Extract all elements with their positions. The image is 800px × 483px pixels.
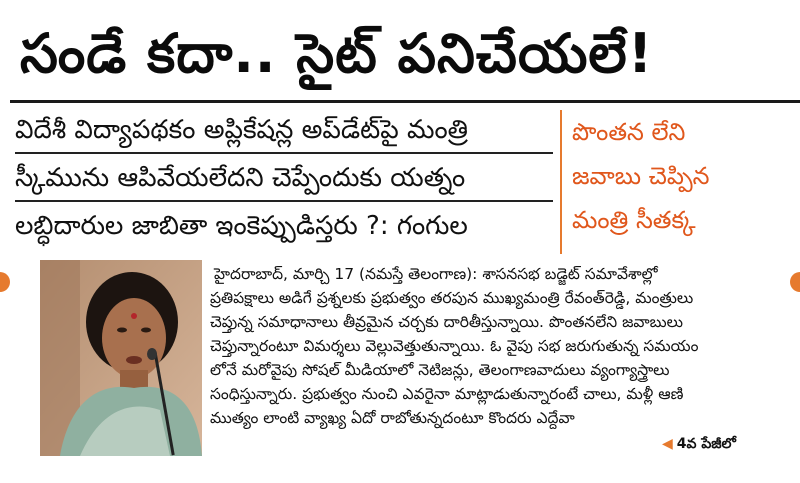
article-line: లోనే మరోవైపు సోషల్ మీడియాలో నెటిజన్లు, తెలంగాణవాదులు వ్యంగ్యాస్త్రాలు	[210, 361, 670, 379]
article-line: చెప్తున్న సమాధానాలు తీవ్రమైన చర్చకు దారితీస్తున్నాయి. పొంతనలేని జవాబులు	[210, 313, 683, 331]
quote-divider	[560, 110, 562, 254]
left-margin-dot	[0, 272, 10, 292]
minister-photo	[40, 260, 202, 456]
minister-photo-image	[40, 260, 202, 456]
continued-label: 4వ పేజీలో	[676, 436, 736, 452]
article-line: హైదరాబాద్, మార్చి 17 (నమస్తే తెలంగాణ): శాసనసభ బడ్జెట్ సమావేశాల్లో	[214, 265, 658, 283]
pull-quote-line-1: పొంతన లేని	[572, 118, 686, 146]
subheadings	[15, 104, 553, 254]
continue-arrow-icon: ◀	[662, 436, 673, 452]
subheading-3: లబ్ధిదారుల జాబితా ఇంకెప్పుడిస్తరు ?: గంగుల	[15, 211, 468, 241]
headline-rule	[10, 100, 800, 103]
article-line: సంధిస్తున్నారు. ప్రభుత్వం నుంచి ఎవరైనా మాట్లాడుతున్నారంటే చాలు, మళ్లీ ఆణి	[210, 385, 684, 403]
headline: సండే కదా.. సైట్ పనిచేయలే!	[20, 22, 654, 85]
pull-quote	[572, 110, 772, 250]
article-line: ప్రతిపక్షాలు అడిగే ప్రశ్నలకు ప్రభుత్వం తరపున ముఖ్యమంత్రి రేవంత్‌రెడ్డి, మంత్రులు	[210, 289, 694, 307]
pull-quote-line-2: జవాబు చెప్పిన	[572, 162, 710, 190]
subheading-1: విదేశీ విద్యాపథకం అప్లికేషన్ల అప్‌డేట్‌పై మంత్రి	[15, 108, 553, 154]
article-line: చెప్తున్నారంటూ విమర్శలు వెల్లువెత్తుతున్నాయి. ఓ వైపు సభ జరుగుతున్న సమయం	[210, 337, 699, 355]
article-line: ముత్యం లాంటి వ్యాఖ్య ఏదో రాబోతున్నదంటూ కొందరు ఎద్దేవా	[210, 409, 575, 427]
article-body	[210, 262, 785, 458]
pull-quote-line-3: మంత్రి సీతక్క	[572, 206, 696, 234]
right-margin-dot	[790, 272, 800, 292]
subheading-2: స్కీమును ఆపివేయలేదని చెప్పేందుకు యత్నం	[15, 156, 553, 202]
continued-on-page	[662, 436, 736, 455]
